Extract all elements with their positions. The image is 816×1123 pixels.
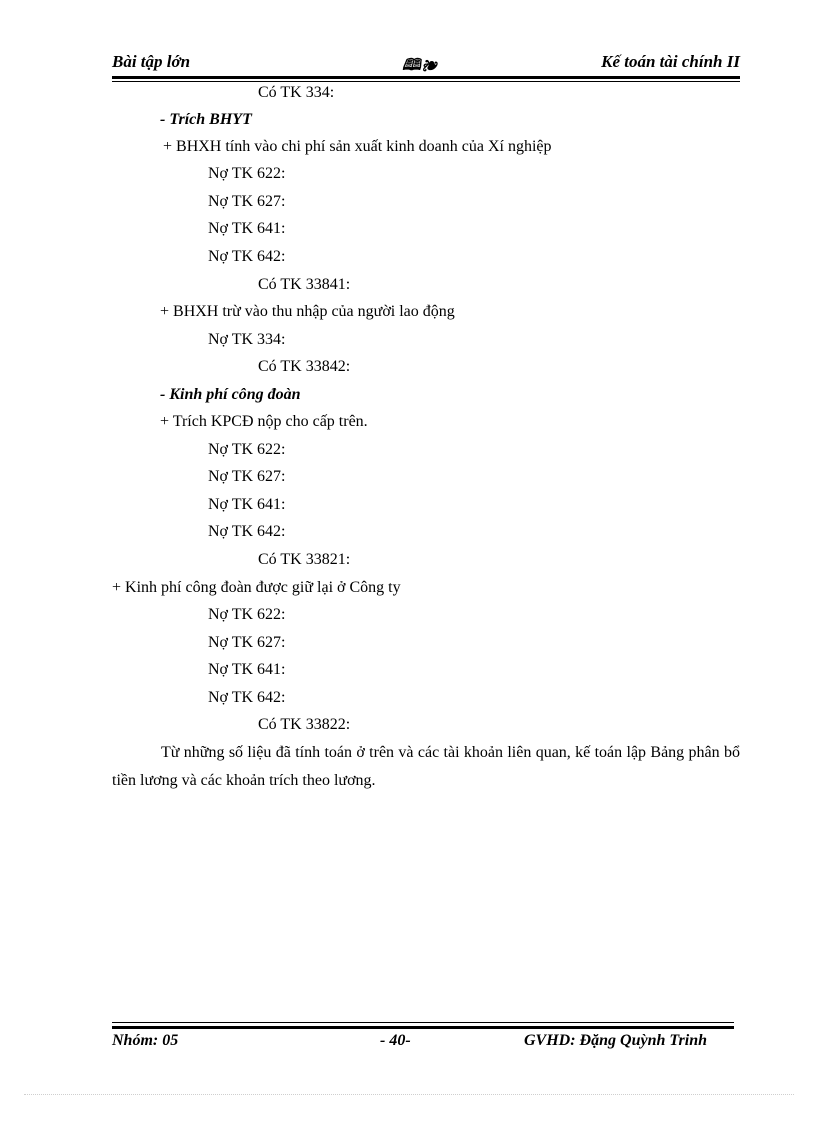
header-course-title: Bài tập lớn — [112, 52, 191, 71]
journal-line: Nợ TK 641: — [208, 661, 286, 678]
journal-line: Có TK 33841: — [258, 276, 351, 293]
journal-line: Có TK 334: — [258, 84, 335, 101]
page-edge-dotted-line — [24, 1094, 794, 1095]
journal-line: Nợ TK 627: — [208, 193, 286, 210]
journal-line: Có TK 33821: — [258, 551, 351, 568]
footer-page-number: - 40- — [380, 1032, 411, 1049]
journal-line: Có TK 33822: — [258, 716, 351, 733]
journal-line: + BHXH tính vào chi phí sản xuất kinh doanh của Xí nghiệp — [163, 138, 552, 155]
journal-line: Nợ TK 334: — [208, 331, 286, 348]
section-heading-bhyt: - Trích BHYT — [160, 111, 252, 128]
footer-group-number: Nhóm: 05 — [112, 1032, 179, 1049]
journal-line: Nợ TK 622: — [208, 441, 286, 458]
footer-advisor: GVHD: Đặng Quỳnh Trinh — [524, 1032, 708, 1049]
journal-line: Có TK 33842: — [258, 358, 351, 375]
header-ornament-icon: 🕮❧ — [402, 57, 438, 74]
journal-line: Nợ TK 627: — [208, 634, 286, 651]
journal-line: + Trích KPCĐ nộp cho cấp trên. — [160, 413, 368, 430]
journal-line: Nợ TK 641: — [208, 496, 286, 513]
footer-rule-thick — [112, 1026, 734, 1029]
journal-line: Nợ TK 642: — [208, 523, 286, 540]
journal-line: Nợ TK 642: — [208, 689, 286, 706]
header-subject-title: Kế toán tài chính II — [601, 52, 740, 71]
section-heading-kpcd: - Kinh phí công đoàn — [160, 386, 301, 403]
journal-line: Nợ TK 622: — [208, 165, 286, 182]
header-rule-thin — [112, 81, 740, 82]
journal-line: + Kinh phí công đoàn được giữ lại ở Công ty — [112, 579, 401, 596]
journal-line: + BHXH trừ vào thu nhập của người lao động — [160, 303, 455, 320]
footer-rule-thin — [112, 1022, 734, 1023]
header-rule-thick — [112, 76, 740, 79]
journal-line: Nợ TK 641: — [208, 220, 286, 237]
journal-line: Nợ TK 627: — [208, 468, 286, 485]
page-header — [112, 52, 740, 76]
journal-line: Nợ TK 622: — [208, 606, 286, 623]
journal-line: Nợ TK 642: — [208, 248, 286, 265]
closing-paragraph: Từ những số liệu đã tính toán ở trên và các tài khoản liên quan, kế toán lập Bảng phân bổ tiền lương và các khoản trích theo lương. — [112, 744, 740, 789]
